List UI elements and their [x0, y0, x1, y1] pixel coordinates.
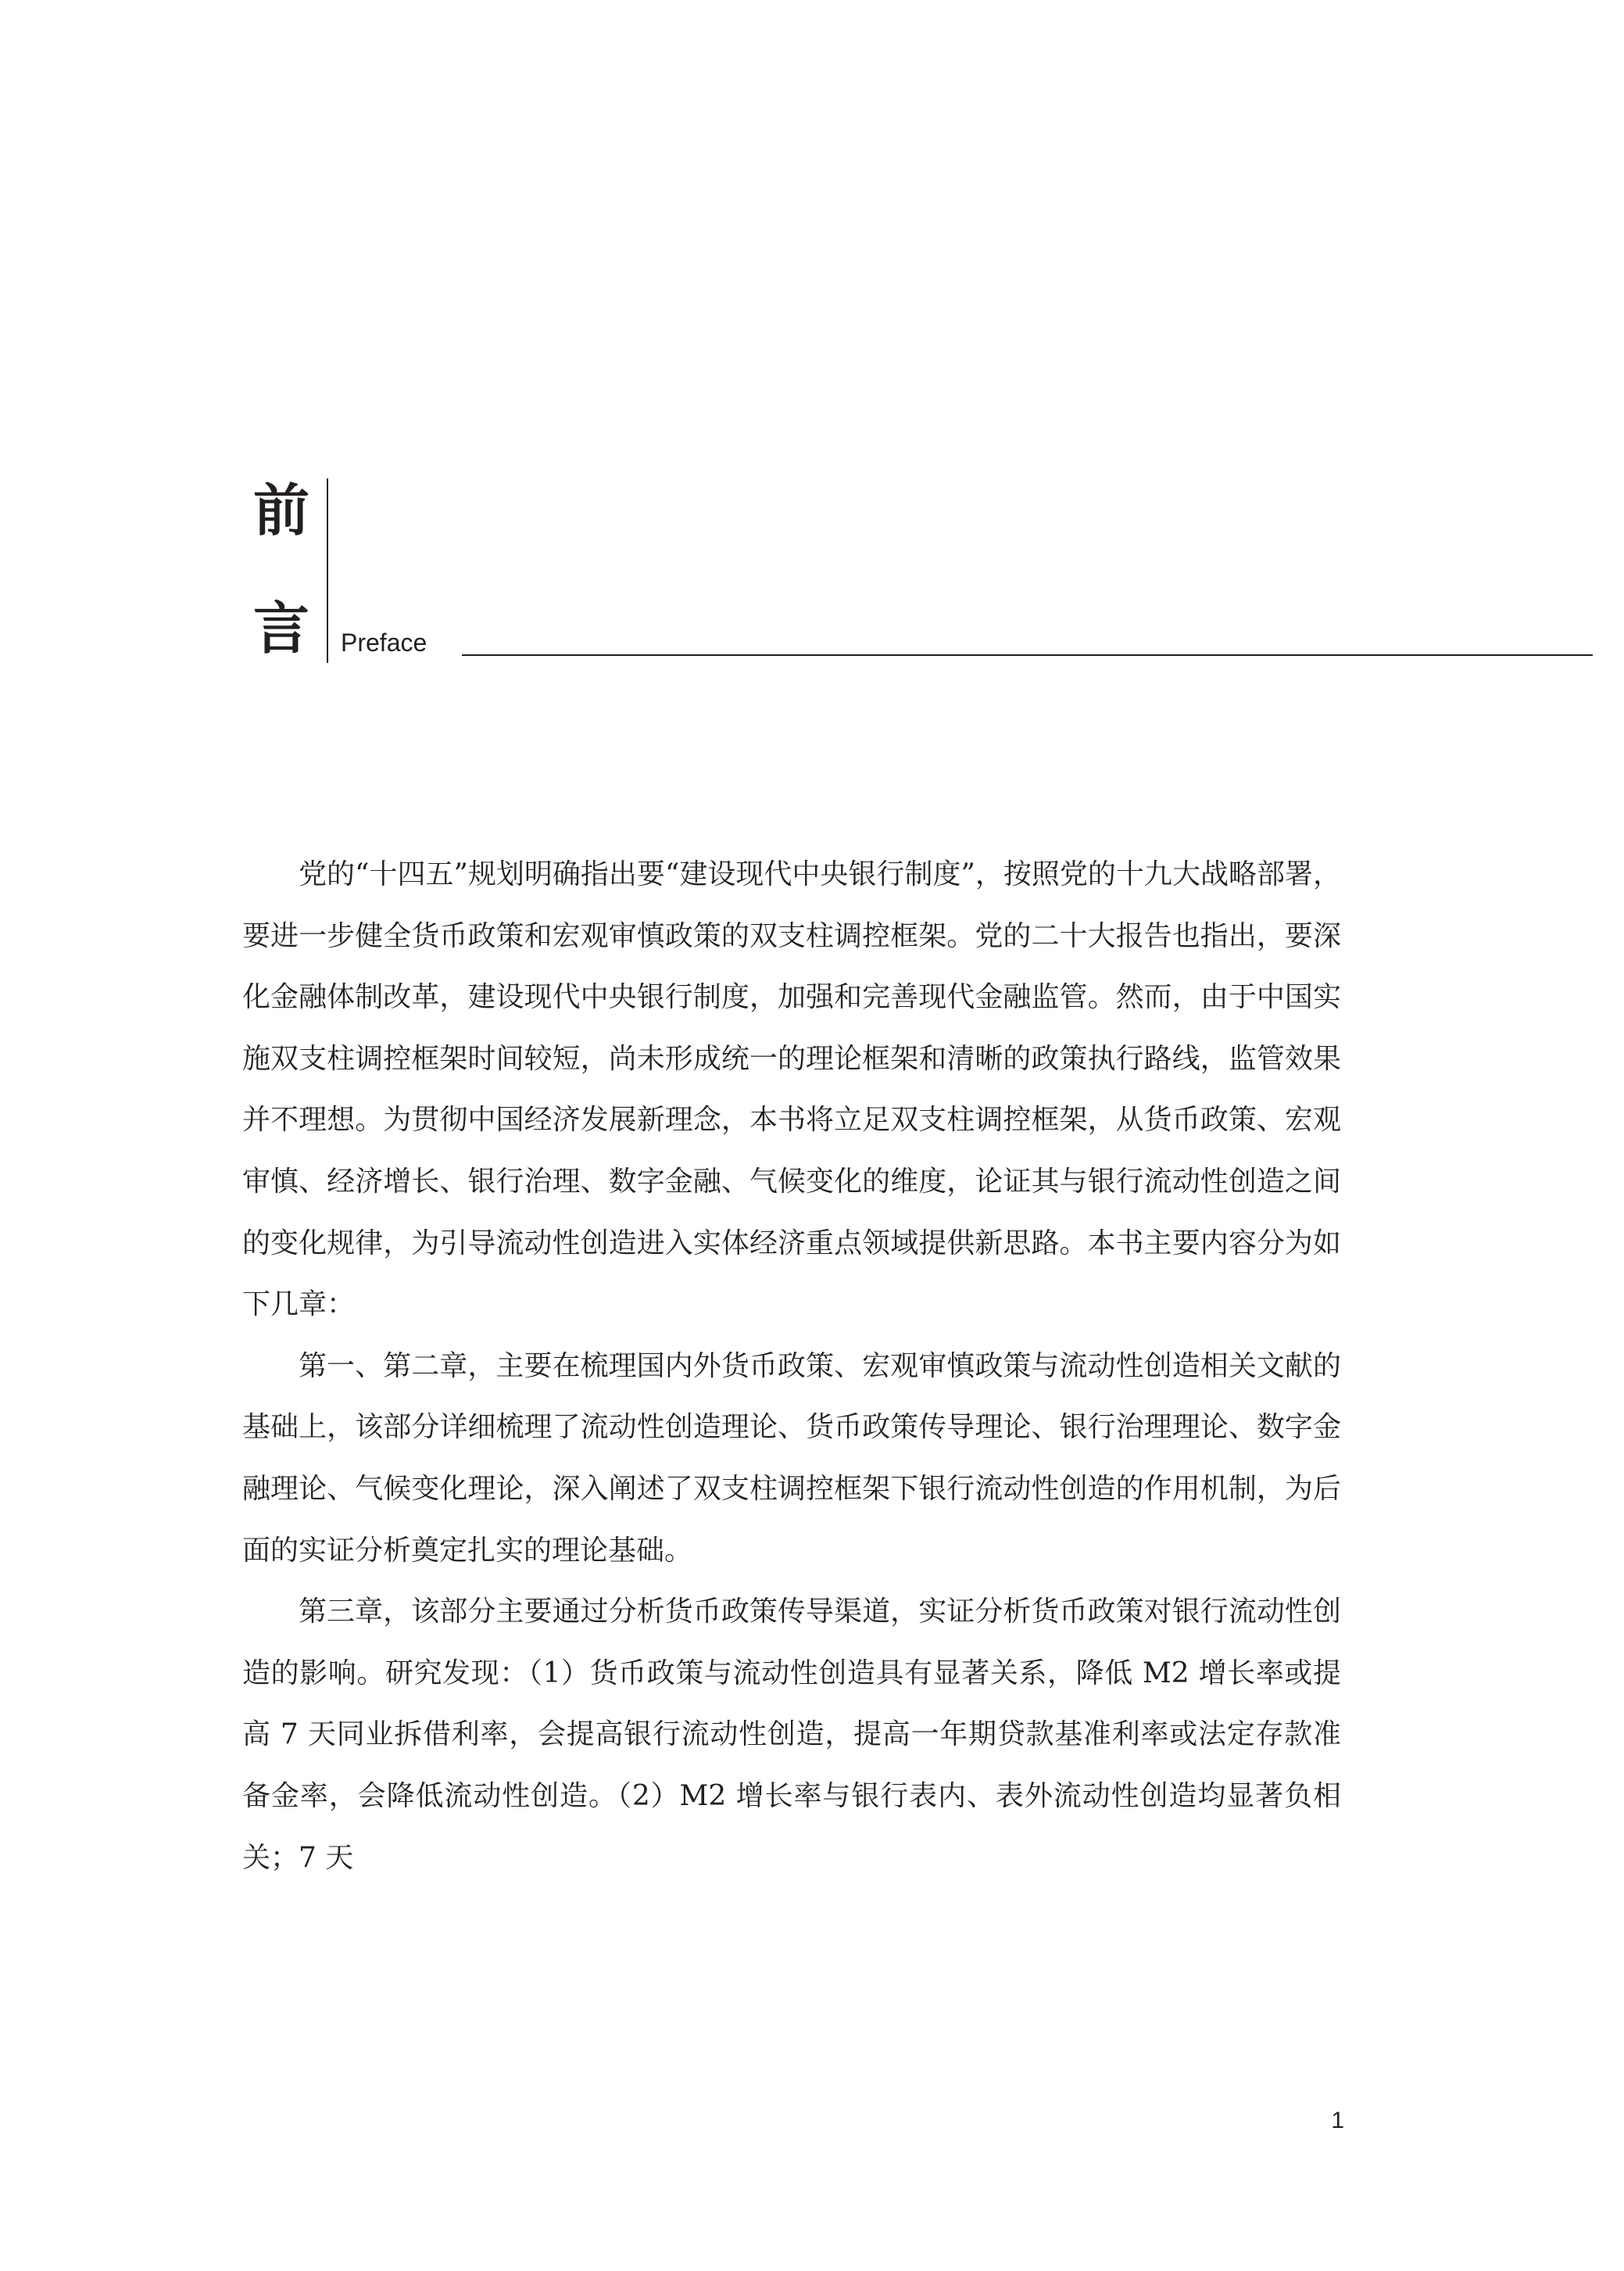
title-char-yan: 言	[253, 595, 310, 661]
page-number: 1	[1331, 2108, 1344, 2133]
preface-subtitle: Preface	[341, 629, 427, 657]
paragraph-2: 第一、第二章，主要在梳理国内外货币政策、宏观审慎政策与流动性创造相关文献的基础上，该部分详细梳理了流动性创造理论、货币政策传导理论、银行治理理论、数字金融理论、气候变化理论，深入阐述了双支柱调控框架下银行流动性创造的作用机制，为后面的实证分析奠定扎实的理论基础。	[242, 1349, 1341, 1567]
title-horizontal-rule	[462, 654, 1593, 656]
preface-body	[242, 844, 1341, 1889]
paragraph-3: 第三章，该部分主要通过分析货币政策传导渠道，实证分析货币政策对银行流动性创造的影响。研究发现：（1）货币政策与流动性创造具有显著关系，降低 M2 增长率或提高 7 天同业拆借利率，会提高银行流动性创造，提高一年期贷款基准利率或法定存款准备金率，会降低流动性创造。（2）M2 增长率与银行表内、表外流动性创造均显著负相关；7 天	[242, 1596, 1341, 1874]
paragraph-1: 党的“十四五”规划明确指出要“建设现代中央银行制度”，按照党的十九大战略部署，要进一步健全货币政策和宏观审慎政策的双支柱调控框架。党的二十大报告也指出，要深化金融体制改革，建设现代中央银行制度，加强和完善现代金融监管。然而，由于中国实施双支柱调控框架时间较短，尚未形成统一的理论框架和清晰的政策执行路线，监管效果并不理想。为贯彻中国经济发展新理念，本书将立足双支柱调控框架，从货币政策、宏观审慎、经济增长、银行治理、数字金融、气候变化的维度，论证其与银行流动性创造之间的变化规律，为引导流动性创造进入实体经济重点领域提供新思路。本书主要内容分为如下几章：	[242, 858, 1341, 1321]
title-char-qian: 前	[253, 477, 310, 543]
title-vertical-divider	[327, 478, 328, 663]
preface-heading	[0, 0, 1624, 704]
